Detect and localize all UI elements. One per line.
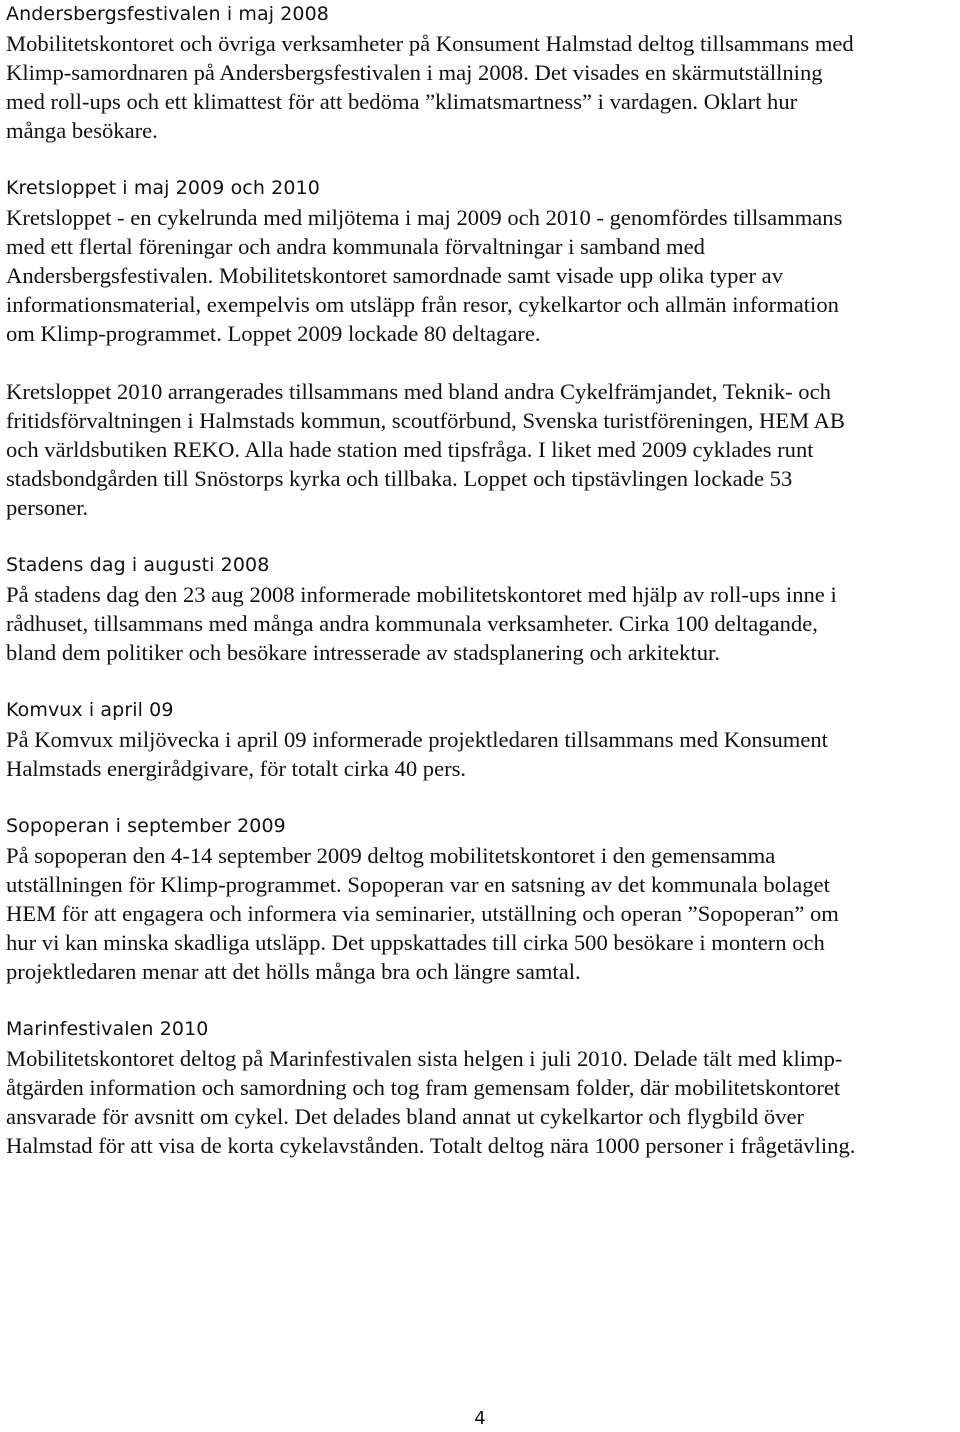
text-line: På sopoperan den 4-14 september 2009 deltog mobilitetskontoret i den gemensamma <box>6 843 776 868</box>
paragraph <box>6 841 958 986</box>
section-heading: Sopoperan i september 2009 <box>6 815 286 837</box>
text-line: utställningen för Klimp-programmet. Sopoperan var en satsning av det kommunala bolaget <box>6 872 830 897</box>
section-heading: Stadens dag i augusti 2008 <box>6 554 270 576</box>
section-heading: Andersbergsfestivalen i maj 2008 <box>6 3 329 25</box>
spacer <box>6 348 958 377</box>
text-line: Kretsloppet - en cykelrunda med miljötema i maj 2009 och 2010 - genomfördes tillsammans <box>6 205 843 230</box>
paragraph <box>6 1044 958 1160</box>
spacer <box>6 145 958 174</box>
text-line: Andersbergsfestivalen. Mobilitetskontoret samordnade samt visade upp olika typer av <box>6 263 784 288</box>
spacer <box>6 522 958 551</box>
text-line: informationsmaterial, exempelvis om utsläpp från resor, cykelkartor och allmän information <box>6 292 839 317</box>
text-line: hur vi kan minska skadliga utsläpp. Det uppskattades till cirka 500 besökare i montern och <box>6 930 825 955</box>
section-heading: Komvux i april 09 <box>6 699 174 721</box>
paragraph <box>6 203 958 348</box>
section-heading: Kretsloppet i maj 2009 och 2010 <box>6 177 320 199</box>
section-marinfestivalen <box>6 1015 958 1160</box>
section-komvux <box>6 696 958 783</box>
paragraph <box>6 377 958 522</box>
section-kretsloppet <box>6 174 958 522</box>
text-line: Klimp-samordnaren på Andersbergsfestivalen i maj 2008. Det visades en skärmutställning <box>6 60 823 85</box>
text-line: ansvarade för avsnitt om cykel. Det delades bland annat ut cykelkartor och flygbild över <box>6 1104 805 1129</box>
text-line: Halmstad för att visa de korta cykelavstånden. Totalt deltog nära 1000 personer i frågetävling. <box>6 1133 856 1158</box>
spacer <box>6 667 958 696</box>
text-line: På stadens dag den 23 aug 2008 informerade mobilitetskontoret med hjälp av roll-ups inne i <box>6 582 837 607</box>
text-line: Kretsloppet 2010 arrangerades tillsammans med bland andra Cykelfrämjandet, Teknik- och <box>6 379 831 404</box>
paragraph <box>6 29 958 145</box>
section-heading: Marinfestivalen 2010 <box>6 1018 209 1040</box>
text-line: om Klimp-programmet. Loppet 2009 lockade 80 deltagare. <box>6 321 541 346</box>
section-stadens-dag <box>6 551 958 667</box>
text-line: rådhuset, tillsammans med många andra kommunala verksamheter. Cirka 100 deltagande, <box>6 611 818 636</box>
spacer <box>6 986 958 1015</box>
text-line: projektledaren menar att det hölls många bra och längre samtal. <box>6 959 581 984</box>
text-line: många besökare. <box>6 118 158 143</box>
page-number: 4 <box>474 1408 486 1429</box>
text-line: och världsbutiken REKO. Alla hade station med tipsfråga. I liket med 2009 cyklades runt <box>6 437 814 462</box>
text-line: fritidsförvaltningen i Halmstads kommun, scoutförbund, Svenska turistföreningen, HEM AB <box>6 408 846 433</box>
section-andersbergsfestivalen <box>6 0 958 145</box>
text-line: Mobilitetskontoret deltog på Marinfestivalen sista helgen i juli 2010. Delade tält med klimp- <box>6 1046 843 1071</box>
text-line: med ett flertal föreningar och andra kommunala förvaltningar i samband med <box>6 234 705 259</box>
text-line: med roll-ups och ett klimattest för att bedöma ”klimatsmartness” i vardagen. Oklart hur <box>6 89 798 114</box>
paragraph <box>6 580 958 667</box>
paragraph <box>6 725 958 783</box>
section-sopoperan <box>6 812 958 986</box>
text-line: Mobilitetskontoret och övriga verksamheter på Konsument Halmstad deltog tillsammans med <box>6 31 854 56</box>
spacer <box>6 783 958 812</box>
document-page <box>6 0 958 1160</box>
text-line: Halmstads energirådgivare, för totalt cirka 40 pers. <box>6 756 467 781</box>
text-line: personer. <box>6 495 89 520</box>
text-line: åtgärden information och samordning och tog fram gemensam folder, där mobilitetskontoret <box>6 1075 841 1100</box>
text-line: På Komvux miljövecka i april 09 informerade projektledaren tillsammans med Konsument <box>6 727 828 752</box>
text-line: stadsbondgården till Snöstorps kyrka och tillbaka. Loppet och tipstävlingen lockade 53 <box>6 466 793 491</box>
text-line: bland dem politiker och besökare intresserade av stadsplanering och arkitektur. <box>6 640 720 665</box>
text-line: HEM för att engagera och informera via seminarier, utställning och operan ”Sopoperan” om <box>6 901 839 926</box>
